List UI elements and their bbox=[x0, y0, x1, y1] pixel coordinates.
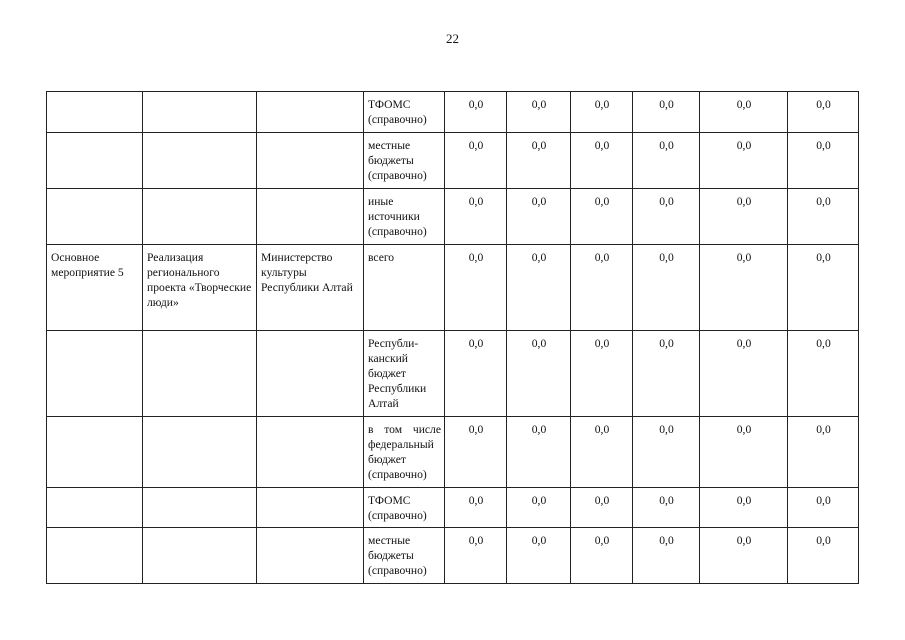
value-cell: 0,0 bbox=[445, 488, 507, 528]
value-cell: 0,0 bbox=[633, 92, 700, 133]
value-cell: 0,0 bbox=[788, 331, 859, 417]
event-cell bbox=[47, 133, 143, 189]
name-cell bbox=[143, 92, 257, 133]
value-cell: 0,0 bbox=[788, 92, 859, 133]
executor-cell bbox=[257, 488, 364, 528]
value-cell: 0,0 bbox=[700, 331, 788, 417]
value-cell: 0,0 bbox=[633, 488, 700, 528]
value-cell: 0,0 bbox=[788, 133, 859, 189]
executor-cell bbox=[257, 528, 364, 584]
funding-source-cell: всего bbox=[364, 245, 445, 331]
event-cell bbox=[47, 488, 143, 528]
value-cell: 0,0 bbox=[700, 92, 788, 133]
value-cell: 0,0 bbox=[788, 417, 859, 488]
value-cell: 0,0 bbox=[507, 528, 571, 584]
name-cell bbox=[143, 417, 257, 488]
executor-cell bbox=[257, 417, 364, 488]
value-cell: 0,0 bbox=[633, 189, 700, 245]
executor-cell bbox=[257, 133, 364, 189]
value-cell: 0,0 bbox=[700, 417, 788, 488]
budget-table bbox=[46, 91, 859, 584]
value-cell: 0,0 bbox=[633, 245, 700, 331]
page-number: 22 bbox=[446, 31, 459, 46]
table-row bbox=[47, 528, 859, 584]
funding-source-cell: иные источники (справочно) bbox=[364, 189, 445, 245]
value-cell: 0,0 bbox=[700, 189, 788, 245]
funding-source-cell: ТФОМС (справочно) bbox=[364, 488, 445, 528]
value-cell: 0,0 bbox=[788, 245, 859, 331]
value-cell: 0,0 bbox=[445, 331, 507, 417]
name-cell bbox=[143, 528, 257, 584]
value-cell: 0,0 bbox=[507, 92, 571, 133]
value-cell: 0,0 bbox=[507, 189, 571, 245]
executor-cell bbox=[257, 331, 364, 417]
event-cell bbox=[47, 92, 143, 133]
table-row bbox=[47, 189, 859, 245]
value-cell: 0,0 bbox=[633, 133, 700, 189]
value-cell: 0,0 bbox=[633, 528, 700, 584]
table-row bbox=[47, 92, 859, 133]
value-cell: 0,0 bbox=[445, 528, 507, 584]
value-cell: 0,0 bbox=[507, 245, 571, 331]
executor-cell bbox=[257, 189, 364, 245]
name-cell bbox=[143, 488, 257, 528]
value-cell: 0,0 bbox=[571, 245, 633, 331]
event-cell bbox=[47, 528, 143, 584]
table-row bbox=[47, 133, 859, 189]
value-cell: 0,0 bbox=[445, 92, 507, 133]
table-row bbox=[47, 488, 859, 528]
funding-source-cell: местные бюджеты (справочно) bbox=[364, 528, 445, 584]
value-cell: 0,0 bbox=[571, 528, 633, 584]
table-row bbox=[47, 331, 859, 417]
table-row bbox=[47, 245, 859, 331]
executor-cell: Министерство культуры Республики Алтай bbox=[257, 245, 364, 331]
value-cell: 0,0 bbox=[571, 417, 633, 488]
value-cell: 0,0 bbox=[507, 331, 571, 417]
value-cell: 0,0 bbox=[571, 331, 633, 417]
value-cell: 0,0 bbox=[571, 92, 633, 133]
value-cell: 0,0 bbox=[507, 488, 571, 528]
event-cell bbox=[47, 417, 143, 488]
value-cell: 0,0 bbox=[445, 245, 507, 331]
name-cell bbox=[143, 331, 257, 417]
value-cell: 0,0 bbox=[700, 488, 788, 528]
table-body bbox=[47, 92, 859, 584]
name-cell: Реализация регионального проекта «Творческие люди» bbox=[143, 245, 257, 331]
event-cell: Основное мероприятие 5 bbox=[47, 245, 143, 331]
value-cell: 0,0 bbox=[788, 488, 859, 528]
value-cell: 0,0 bbox=[633, 331, 700, 417]
name-cell bbox=[143, 133, 257, 189]
value-cell: 0,0 bbox=[571, 488, 633, 528]
value-cell: 0,0 bbox=[633, 417, 700, 488]
event-cell bbox=[47, 189, 143, 245]
value-cell: 0,0 bbox=[445, 417, 507, 488]
executor-cell bbox=[257, 92, 364, 133]
event-cell bbox=[47, 331, 143, 417]
value-cell: 0,0 bbox=[700, 528, 788, 584]
funding-source-cell: Республи-канский бюджет Республики Алтай bbox=[364, 331, 445, 417]
name-cell bbox=[143, 189, 257, 245]
value-cell: 0,0 bbox=[445, 133, 507, 189]
value-cell: 0,0 bbox=[788, 528, 859, 584]
funding-source-cell: в том числе федеральный бюджет (справочно) bbox=[364, 417, 445, 488]
value-cell: 0,0 bbox=[445, 189, 507, 245]
value-cell: 0,0 bbox=[571, 189, 633, 245]
value-cell: 0,0 bbox=[700, 133, 788, 189]
value-cell: 0,0 bbox=[507, 133, 571, 189]
value-cell: 0,0 bbox=[700, 245, 788, 331]
funding-source-cell: местные бюджеты (справочно) bbox=[364, 133, 445, 189]
funding-source-cell: ТФОМС (справочно) bbox=[364, 92, 445, 133]
value-cell: 0,0 bbox=[507, 417, 571, 488]
value-cell: 0,0 bbox=[571, 133, 633, 189]
value-cell: 0,0 bbox=[788, 189, 859, 245]
table-row bbox=[47, 417, 859, 488]
